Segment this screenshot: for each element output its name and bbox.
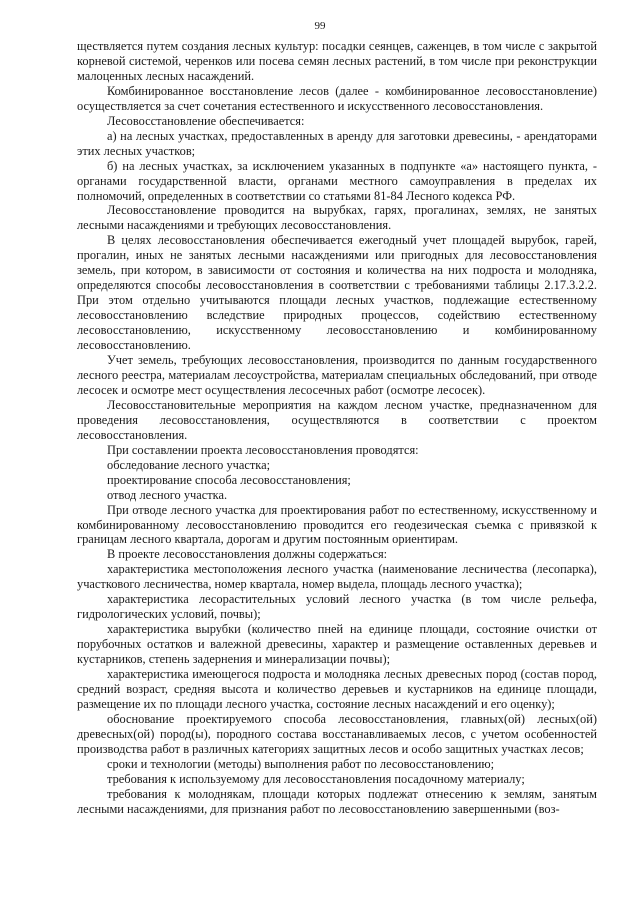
- paragraph-23: требования к молоднякам, площади которых подлежат отнесению к землям, занятым лесными насаждениями, для признания работ по лесовосстановлению завершенными (воз-: [77, 786, 597, 816]
- paragraph-5: б) на лесных участках, за исключением указанных в подпункте «а» настоящего пункта, - органами государственной власти, органами местного самоуправления в пределах их полномочий, определенных в соответствии со статьями 81-84 Лесного кодекса РФ.: [77, 158, 597, 203]
- paragraph-22: требования к используемому для лесовосстановления посадочному материалу;: [107, 771, 525, 786]
- paragraph-7: В целях лесовосстановления обеспечивается ежегодный учет площадей вырубок, гарей, прогалин, иных не занятых лесными насаждениями или пригодных для лесовосстановления земель, при котором, в зависимости от состояния и количества на них подроста и молодняка, определяются способы лесовосстановления в соответствии с требованиями таблицы 2.17.3.2.2. При этом отдельно учитываются площади лесных участков, подлежащие естественному лесовосстановлению вследствие природных процессов, содействию естественному лесовосстановлению, искусственному лесовосстановлению и комбинированному лесовосстановлению.: [77, 233, 597, 353]
- paragraph-11: обследование лесного участка;: [107, 457, 271, 472]
- paragraph-19: характеристика имеющегося подроста и молодняка лесных древесных пород (состав пород, средний возраст, средняя высота и количество деревьев и кустарников на единице площади, размещение их по площади лесного участка, состояние лесных насаждений и его оценку);: [77, 667, 597, 711]
- paragraph-18: характеристика вырубки (количество пней на единице площади, состояние очистки от порубочных остатков и валежной древесины, характер и размещение оставленных деревьев и кустарников, степень задернения и минерализации почвы);: [77, 622, 597, 667]
- paragraph-3: Лесовосстановление обеспечивается:: [107, 113, 305, 128]
- page-body: [77, 39, 597, 817]
- paragraph-12: проектирование способа лесовосстановления;: [107, 472, 351, 487]
- page-number: 99: [314, 20, 326, 32]
- paragraph-14: При отводе лесного участка для проектирования работ по естественному, искусственному и комбинированному лесовосстановлению проводится его геодезическая съемка с привязкой к границам лесного квартала, дорогам и другим постоянным ориентирам.: [77, 502, 597, 547]
- paragraph-20: обоснование проектируемого способа лесовосстановления, главных(ой) лесных(ой) древесных(ой) пород(ы), породного состава восстанавливаемых лесов, с учетом особенностей производства работ в различных категориях защитных лесов и особо защитных участках лесов;: [77, 711, 597, 756]
- paragraph-13: отвод лесного участка.: [107, 487, 228, 502]
- paragraph-2: Комбинированное восстановление лесов (далее - комбинированное лесовосстановление) осуществляется за счет сочетания естественного и искусственного лесовосстановления.: [77, 83, 597, 113]
- paragraph-1: ществляется путем создания лесных культур: посадки сеянцев, саженцев, в том числе с закрытой корневой системой, черенков или посева семян лесных растений, в том числе при реконструкции малоценных лесных насаждений.: [77, 39, 597, 83]
- paragraph-15: В проекте лесовосстановления должны содержаться:: [107, 547, 388, 562]
- paragraph-17: характеристика лесорастительных условий лесного участка (в том числе рельефа, гидрологических условий, почвы);: [77, 592, 597, 622]
- paragraph-4: а) на лесных участках, предоставленных в аренду для заготовки древесины, - арендаторами этих лесных участков;: [77, 128, 597, 158]
- paragraph-9: Лесовосстановительные мероприятия на каждом лесном участке, предназначенном для проведения лесовосстановления, осуществляются в соответствии с проектом лесовосстановления.: [77, 397, 597, 442]
- paragraph-16: характеристика местоположения лесного участка (наименование лесничества (лесопарка), участкового лесничества, номер квартала, номер выдела, площадь лесного участка);: [77, 562, 597, 592]
- paragraph-21: сроки и технологии (методы) выполнения работ по лесовосстановлению;: [107, 756, 495, 771]
- paragraph-10: При составлении проекта лесовосстановления проводятся:: [107, 442, 419, 457]
- paragraph-8: Учет земель, требующих лесовосстановления, производится по данным государственного лесного реестра, материалам лесоустройства, материалам специальных обследований, при отводе лесосек и осмотре мест осуществления лесосечных работ (осмотре лесосек).: [77, 353, 597, 397]
- paragraph-6: Лесовосстановление проводится на вырубках, гарях, прогалинах, землях, не занятых лесными насаждениями и требующих лесовосстановления.: [77, 203, 597, 233]
